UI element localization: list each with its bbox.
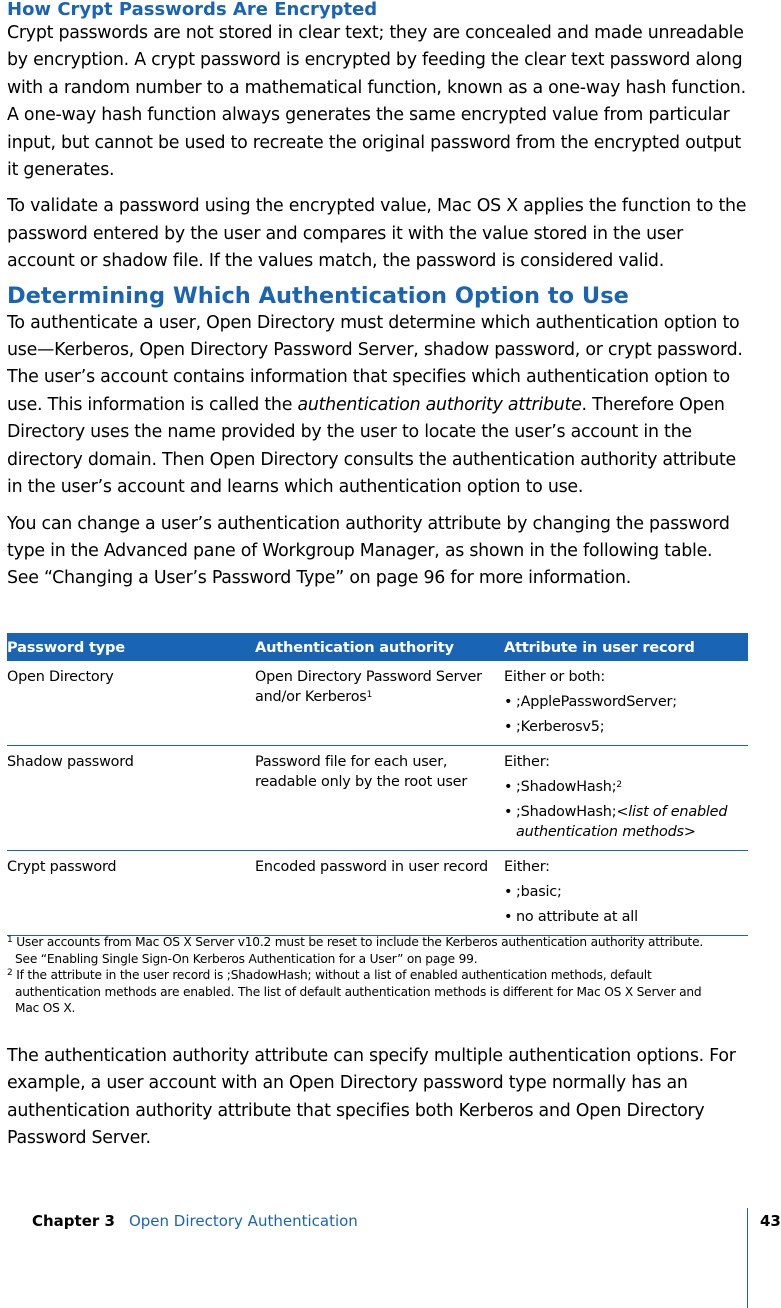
section-heading-determining: Determining Which Authentication Option to Use (7, 282, 629, 309)
footnote-2: $^2$ If the attribute in the user record is ;ShadowHash; without a list of enabled authentication methods, default authentication methods are enabled. The list of default authentication methods is different for Mac OS X Server and Mac OS X. (7, 968, 702, 1015)
bullet-item: • ;ApplePasswordServer; (504, 692, 748, 712)
bullet-item: • ;ShadowHash;<list of enabled authentication methods> (504, 802, 748, 842)
header-password-type: Password type (7, 633, 255, 661)
cell-authority: Encoded password in user record (255, 851, 504, 936)
authentication-table (7, 633, 748, 936)
page-footer (32, 1212, 358, 1230)
section-heading-crypt: How Crypt Passwords Are Encrypted (7, 0, 378, 20)
footer-chapter: Chapter 3 (32, 1212, 115, 1230)
cell-type: Shadow password (7, 746, 255, 851)
paragraph-closing: The authentication authority attribute can specify multiple authentication options. For example, a user account with an Open Directory password type normally has an authentication authority attribute that specifies both Kerberos and Open Directory Password Server. (7, 1046, 736, 1149)
header-authentication-authority: Authentication authority (255, 633, 504, 661)
cell-authority: Password file for each user, readable only by the root user (255, 746, 504, 851)
paragraph-crypt-intro: Crypt passwords are not stored in clear text; they are concealed and made unreadable by encryption. A crypt password is encrypted by feeding the clear text password along with a random number to a mathematical function, known as a one-way hash function. A one-way hash function always generates the same encrypted value from particular input, but cannot be used to recreate the original password from the encrypted output it generates. (7, 23, 746, 181)
paragraph-authenticate: To authenticate a user, Open Directory must determine which authentication option to use—Kerberos, Open Directory Password Server, shadow password, or crypt password. The user’s account contains information that specifies which authentication option to use. This information is called the authentication authority attribute. Therefore Open Directory uses the name provided by the user to locate the user’s account in the directory domain. Then Open Directory consults the authentication authority attribute in the user’s account and learns which authentication option to use. (7, 312, 743, 498)
table-header-row (7, 633, 748, 661)
page-number: 43 (760, 1212, 781, 1230)
cell-type: Crypt password (7, 851, 255, 936)
cell-attribute: Either: • ;basic; • no attribute at all (504, 851, 748, 936)
table-row (7, 851, 748, 936)
bullet-item: • ;ShadowHash;$^2$ (504, 777, 748, 797)
paragraph-crypt-validate: To validate a password using the encrypted value, Mac OS X applies the function to the password entered by the user and compares it with the value stored in the user account or shadow file. If the values match, the password is considered valid. (7, 196, 747, 272)
cell-type: Open Directory (7, 661, 255, 746)
table-row (7, 661, 748, 746)
term-authentication-authority: authentication authority attribute (297, 394, 582, 415)
cell-authority: Open Directory Password Server and/or Kerberos$^1$ (255, 661, 504, 746)
footer-chapter-title: Open Directory Authentication (128, 1212, 358, 1230)
page-body (7, 0, 749, 593)
bullet-item: • ;basic; (504, 882, 748, 902)
cell-attribute: Either or both: • ;ApplePasswordServer; • ;Kerberosv5; (504, 661, 748, 746)
bullet-item: • no attribute at all (504, 907, 748, 927)
paragraph-change-authority: You can change a user’s authentication authority attribute by changing the password type in the Advanced pane of Workgroup Manager, as shown in the following table. See “Changing a User’s Password Type” on page 96 for more information. (7, 513, 730, 589)
header-attribute: Attribute in user record (504, 633, 748, 661)
table-footnotes (7, 934, 727, 1017)
cell-attribute: Either: • ;ShadowHash;$^2$ • ;ShadowHash;<list of enabled authentication methods> (504, 746, 748, 851)
bullet-item: • ;Kerberosv5; (504, 717, 748, 737)
footer-divider (747, 1208, 748, 1308)
table-row (7, 746, 748, 851)
footnote-1: $^1$ User accounts from Mac OS X Server v10.2 must be reset to include the Kerberos authentication authority attribute. See “Enabling Single Sign-On Kerberos Authentication for a User” on page 99. (7, 935, 704, 966)
